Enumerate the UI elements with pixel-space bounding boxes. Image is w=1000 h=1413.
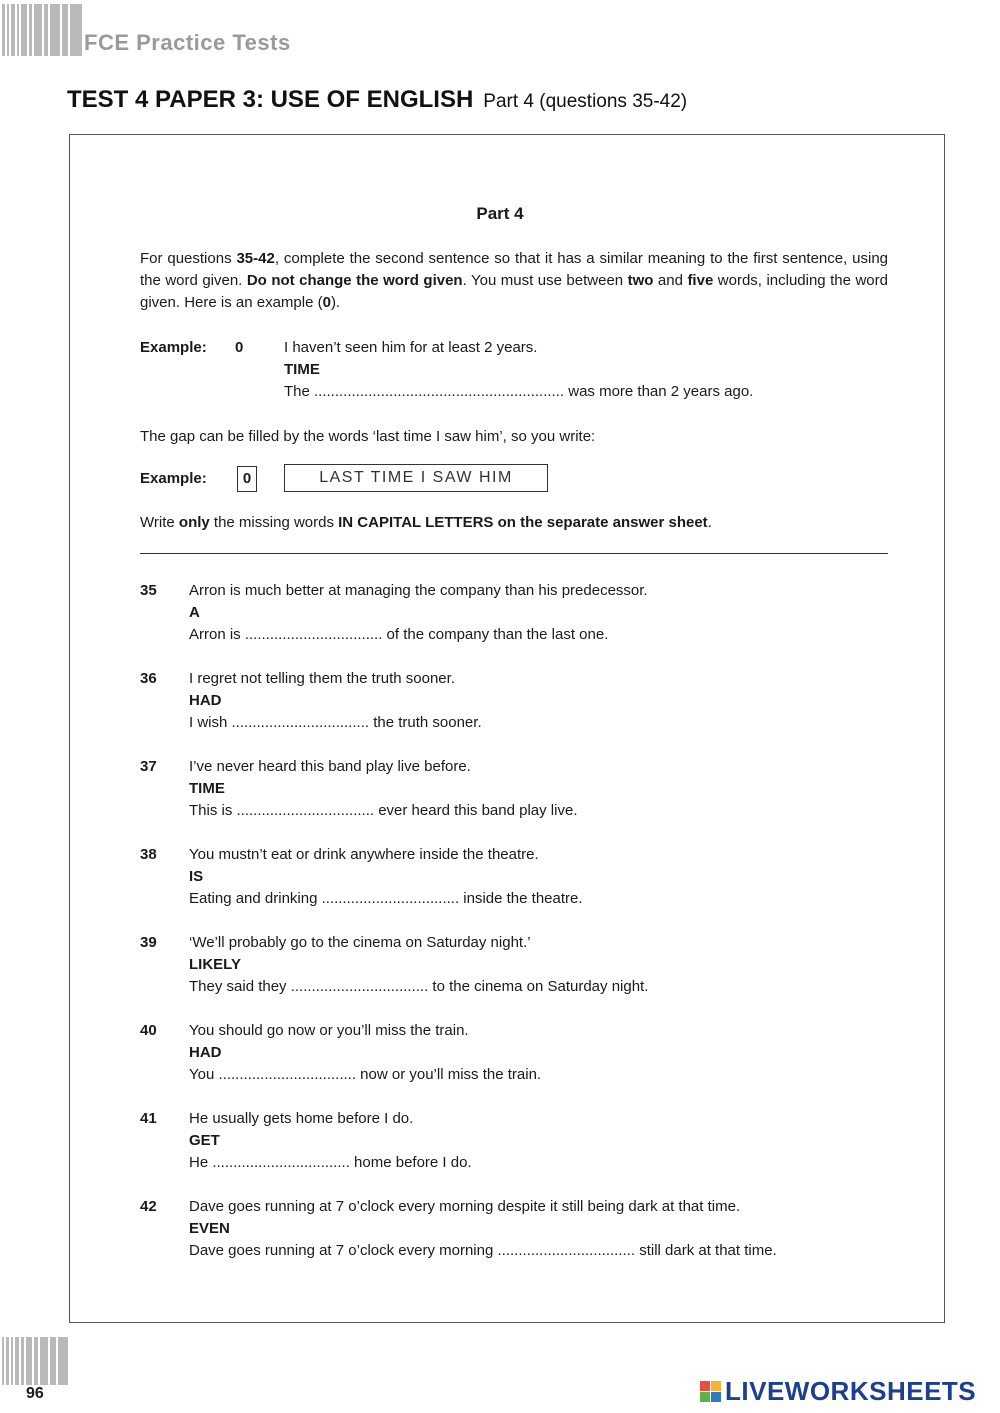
question-gap-sentence[interactable]: This is ................................. ever heard this band play live. xyxy=(189,802,578,819)
final-note: Write only the missing words IN CAPITAL LETTERS on the separate answer sheet. xyxy=(140,514,712,531)
answer-example-number-box: 0 xyxy=(237,466,257,492)
question-sentence: I regret not telling them the truth sooner. xyxy=(189,670,455,687)
question-sentence: I’ve never heard this band play live before. xyxy=(189,758,471,775)
series-title: FCE Practice Tests xyxy=(84,30,291,55)
liveworksheets-brand[interactable] xyxy=(700,1376,976,1407)
question-keyword: HAD xyxy=(189,692,222,709)
liveworksheets-logo-icon xyxy=(700,1381,721,1402)
question-sentence: He usually gets home before I do. xyxy=(189,1110,414,1127)
example-label: Example: xyxy=(140,339,207,356)
question-gap-sentence[interactable]: I wish ................................. the truth sooner. xyxy=(189,714,482,731)
question-number: 41 xyxy=(140,1110,157,1127)
example-second-sentence: The ............................................................ was more than 2 years ago. xyxy=(284,383,754,400)
question-sentence: You mustn’t eat or drink anywhere inside the theatre. xyxy=(189,846,539,863)
question-gap-sentence[interactable]: Dave goes running at 7 o’clock every morning ................................. still dark at that time. xyxy=(189,1242,777,1259)
question-keyword: LIKELY xyxy=(189,956,241,973)
answer-example-box: LAST TIME I SAW HIM xyxy=(284,464,548,492)
decorative-barcode-bottom xyxy=(2,1337,68,1385)
example-keyword: TIME xyxy=(284,361,320,378)
question-number: 39 xyxy=(140,934,157,951)
question-gap-sentence[interactable]: They said they ................................. to the cinema on Saturday night. xyxy=(189,978,649,995)
test-subtitle: Part 4 (questions 35-42) xyxy=(483,91,688,112)
question-keyword: TIME xyxy=(189,780,225,797)
answer-example-label: Example: xyxy=(140,470,207,487)
test-title xyxy=(67,86,687,114)
question-sentence: Arron is much better at managing the company than his predecessor. xyxy=(189,582,648,599)
question-keyword: EVEN xyxy=(189,1220,230,1237)
part-title: Part 4 xyxy=(476,204,524,223)
example-number: 0 xyxy=(235,339,244,356)
question-gap-sentence[interactable]: You ................................. now or you’ll miss the train. xyxy=(189,1066,542,1083)
question-sentence: You should go now or you’ll miss the train. xyxy=(189,1022,469,1039)
instructions: For questions 35-42, complete the second sentence so that it has a similar meaning to the first sentence, using the word given. Do not change the word given. You must use between two and five words, including the word given. Here is an example (0). xyxy=(140,250,889,311)
decorative-barcode-top xyxy=(2,4,82,56)
question-gap-sentence[interactable]: Arron is ................................. of the company than the last one. xyxy=(189,626,609,643)
question-sentence: ‘We’ll probably go to the cinema on Saturday night.’ xyxy=(189,934,531,951)
page-number: 96 xyxy=(26,1385,44,1402)
question-keyword: IS xyxy=(189,868,204,885)
question-number: 36 xyxy=(140,670,157,687)
question-number: 40 xyxy=(140,1022,157,1039)
gap-note: The gap can be filled by the words ‘last time I saw him’, so you write: xyxy=(140,428,596,445)
brand-name: LIVEWORKSHEETS xyxy=(725,1376,977,1406)
question-gap-sentence[interactable]: Eating and drinking ................................. inside the theatre. xyxy=(189,890,583,907)
question-gap-sentence[interactable]: He ................................. home before I do. xyxy=(189,1154,472,1171)
question-sentence: Dave goes running at 7 o’clock every morning despite it still being dark at that time. xyxy=(189,1198,741,1215)
question-number: 35 xyxy=(140,582,157,599)
question-keyword: A xyxy=(189,604,200,621)
example-block xyxy=(284,337,753,403)
test-title-main: TEST 4 PAPER 3: USE OF ENGLISH xyxy=(67,86,474,113)
question-number: 42 xyxy=(140,1198,157,1215)
question-number: 38 xyxy=(140,846,157,863)
divider-line xyxy=(140,553,888,554)
example-sentence: I haven’t seen him for at least 2 years. xyxy=(284,339,538,356)
question-number: 37 xyxy=(140,758,157,775)
question-keyword: GET xyxy=(189,1132,220,1149)
question-keyword: HAD xyxy=(189,1044,222,1061)
